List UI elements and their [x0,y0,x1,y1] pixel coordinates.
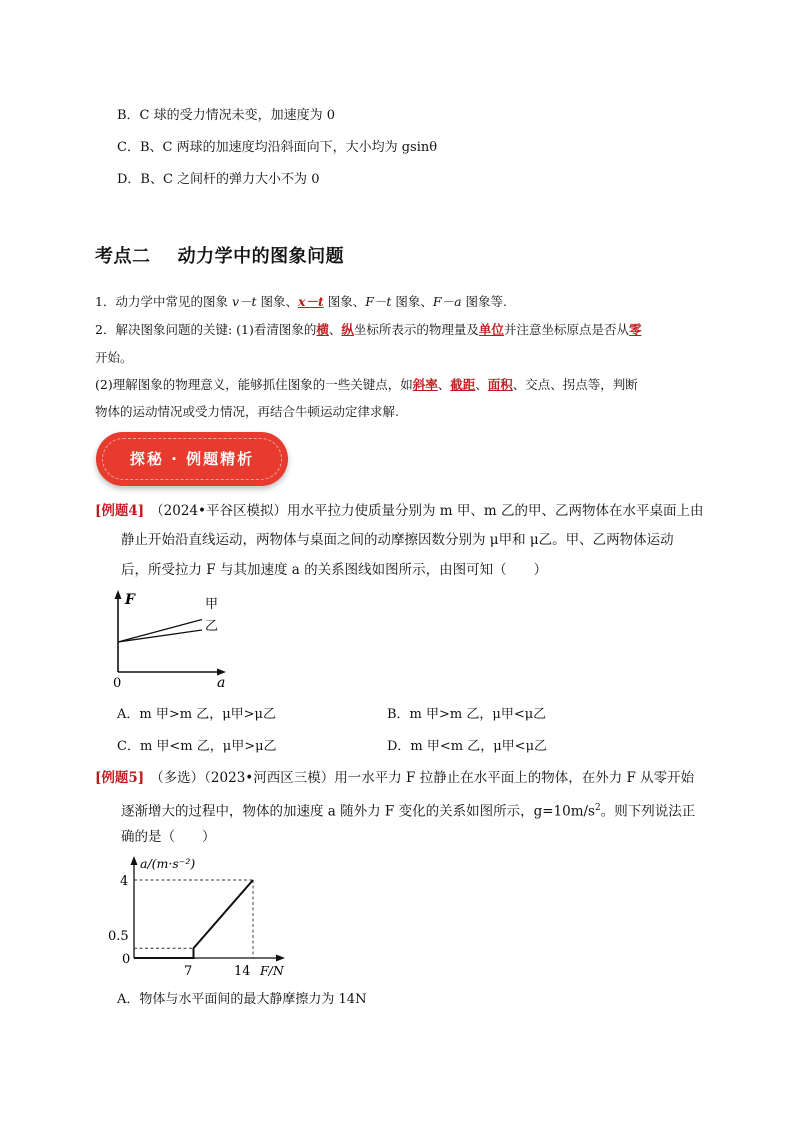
section-paragraph-1 [95,292,507,310]
example4-label: [例题4] [95,503,145,519]
graph2-y-tick-0: 0 [122,952,131,967]
option-c: C．B、C 两球的加速度均沿斜面向下，大小均为 gsinθ [117,140,438,155]
graph2-y-label: a/(m·s⁻²) [140,856,196,871]
section-paragraph-2-cont: 开始。 [95,350,133,365]
example4-line1 [95,496,703,526]
p2-text: 并注意坐标原点是否从 [503,322,629,337]
p1-xt-highlight: x－t [298,294,324,309]
graph1-line-yi [118,630,202,642]
example5-label: [例题5] [95,770,145,786]
p2-highlight: 横 [316,322,329,337]
option-d: D．B、C 之间杆的弹力大小不为 0 [117,172,320,187]
graph1-y-arrow [115,590,122,599]
example5-graph [108,852,298,980]
p2-highlight: 零 [628,322,642,337]
graph2-y-arrow [131,856,138,865]
graph2-x-tick-14: 14 [234,964,251,979]
example5-text: （多选）（2023•河西区三模）用一水平力 F 拉静止在水平面上的物体，在外力 F 从零开始 [150,770,695,786]
example4-option-c: C．m 甲<m 乙，μ甲>μ乙 [117,739,277,754]
example-badge [96,432,288,486]
example4-option-b: B．m 甲>m 乙，μ甲<μ乙 [387,707,547,722]
example5-option-a: A．物体与水平面间的最大静摩擦力为 14N [117,992,367,1007]
example5-superscript: 2 [595,803,601,813]
graph2-y-tick-0-5: 0.5 [108,929,129,944]
p3-text: (2)理解图象的物理意义，能够抓住图象的一些关键点，如 [95,377,413,392]
badge-text: 探秘 · 例题精析 [129,450,255,468]
p3-highlight: 斜率 [412,377,438,392]
graph2-x-tick-7: 7 [184,964,193,979]
example4-option-a: A．m 甲>m 乙，μ甲>μ乙 [117,707,276,722]
p1-text: 图象、 [323,294,366,309]
section-paragraph-3 [95,375,638,393]
section-paragraph-3-cont: 物体的运动情况或受力情况，再结合牛顿运动定律求解. [95,404,399,419]
p1-text: 图象等. [461,294,508,309]
example4-graph [105,588,235,690]
p3-text: 、 [437,377,451,392]
example4-option-d: D．m 甲<m 乙，μ甲<μ乙 [387,739,548,754]
example5-text: 。则下列说法正 [600,803,696,820]
graph1-line-jia [118,620,202,643]
p3-text: 、交点、拐点等，判断 [512,377,638,392]
example5-line3: 确的是（ ） [121,829,216,845]
graph1-label-jia: 甲 [205,597,219,612]
graph2-x-label: F/N [260,963,284,978]
example5-text: 逐渐增大的过程中，物体的加速度 a 随外力 F 变化的关系如图所示，g=10m/s [121,803,595,820]
p1-text: 1．动力学中常见的图象 [95,294,232,309]
graph2-x-arrow [276,955,285,962]
example5-line1 [95,763,694,793]
p1-text: 图象、 [391,294,433,309]
graph1-y-label: F [125,592,135,608]
p3-highlight: 截距 [450,377,476,392]
section-title: 考点二 动力学中的图象问题 [95,246,345,267]
p2-text: 2．解决图象问题的关键: (1)看清图象的 [95,322,317,337]
graph1-x-label: a [217,675,226,690]
p1-vt: v－t [231,294,257,309]
graph2-y-tick-4: 4 [120,874,129,889]
p2-text: 、 [328,322,342,337]
p1-fa: F－a [432,294,462,309]
example4-text: （2024•平谷区模拟）用水平拉力使质量分别为 m 甲、m 乙的甲、乙两物体在水平桌面上由 [150,503,704,519]
graph1-label-yi: 乙 [205,619,219,634]
graph1-origin: 0 [113,676,122,690]
p1-ft: F－t [365,294,392,309]
example4-line2: 静止开始沿直线运动，两物体与桌面之间的动摩擦因数分别为 μ甲和 μ乙。甲、乙两物体运动 [121,532,674,548]
p2-highlight: 单位 [478,322,504,337]
graph2-data-line [134,880,253,958]
p3-text: 、 [475,377,488,392]
example4-line3: 后，所受拉力 F 与其加速度 a 的关系图线如图所示，由图可知（ ） [121,562,548,578]
p2-text: 坐标所表示的物理量及 [353,322,479,337]
p2-highlight: 纵 [341,322,354,337]
p3-highlight: 面积 [487,377,513,392]
section-paragraph-2 [95,320,641,338]
p1-text: 图象、 [256,294,299,309]
option-b: B．C 球的受力情况未变，加速度为 0 [117,108,336,123]
